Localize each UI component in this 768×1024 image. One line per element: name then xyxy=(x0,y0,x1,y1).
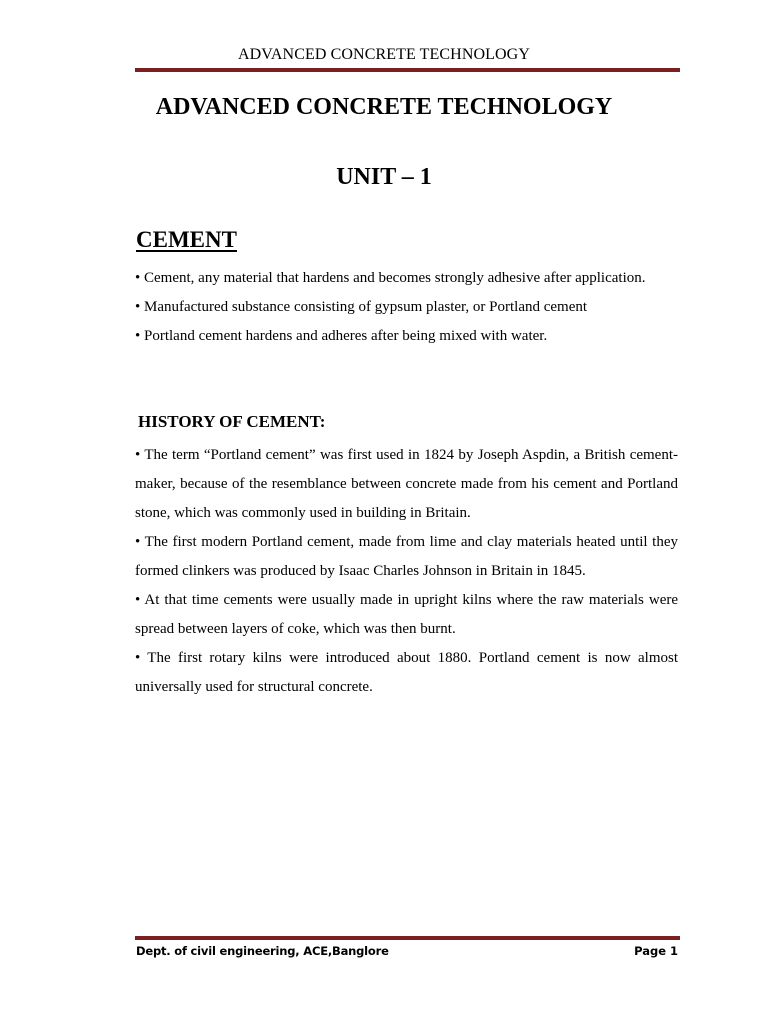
intro-bullet: • Portland cement hardens and adheres after being mixed with water. xyxy=(135,328,548,344)
history-bullet: • The first modern Portland cement, made from lime and clay materials heated until they formed clinkers was produced by Isaac Charles Johnson in Britain in 1845. xyxy=(135,534,678,579)
history-bullet: • The first rotary kilns were introduced about 1880. Portland cement is now almost universally used for structural concrete. xyxy=(135,650,678,695)
running-header-title: ADVANCED CONCRETE TECHNOLOGY xyxy=(238,46,530,63)
history-heading: HISTORY OF CEMENT: xyxy=(138,412,326,431)
footer-rule xyxy=(135,936,680,940)
intro-bullet: • Cement, any material that hardens and becomes strongly adhesive after application. xyxy=(135,270,646,286)
history-bullet-list xyxy=(135,441,678,702)
history-bullet: • At that time cements were usually made in upright kilns where the raw materials were spread between layers of coke, which was then burnt. xyxy=(135,592,678,637)
history-bullet: • The term “Portland cement” was first used in 1824 by Joseph Aspdin, a British cement-maker, because of the resemblance between concrete made from his cement and Portland stone, which was commonly used in building in Britain. xyxy=(135,447,678,521)
header-rule xyxy=(135,68,680,72)
intro-bullet-list xyxy=(135,264,678,351)
footer-department: Dept. of civil engineering, ACE,Banglore xyxy=(136,944,389,958)
unit-heading: UNIT – 1 xyxy=(336,164,432,190)
document-title: ADVANCED CONCRETE TECHNOLOGY xyxy=(155,94,613,120)
page-number: Page 1 xyxy=(634,944,678,958)
intro-bullet: • Manufactured substance consisting of gypsum plaster, or Portland cement xyxy=(135,299,588,315)
section-heading-cement: CEMENT xyxy=(136,227,237,252)
